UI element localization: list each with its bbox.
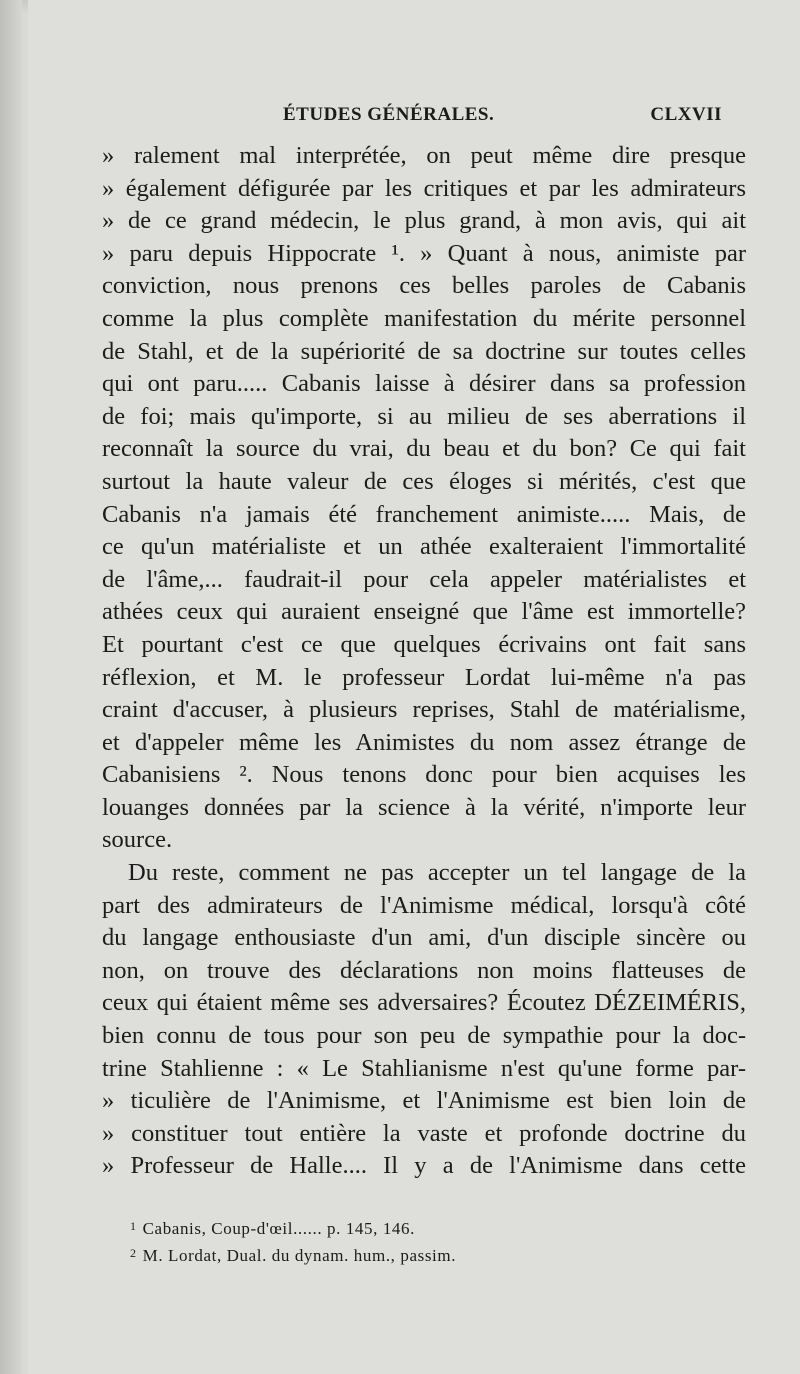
footnote bbox=[130, 1241, 730, 1268]
text-line: surtout la haute valeur de ces éloges si mérités, c'est que bbox=[102, 467, 746, 495]
text-line: source. bbox=[102, 826, 173, 854]
book-page bbox=[28, 0, 800, 1374]
text-line: part des admirateurs de l'Animisme médical, lorsqu'à côté bbox=[102, 891, 746, 919]
text-line: du langage enthousiaste d'un ami, d'un disciple sincère ou bbox=[102, 924, 746, 952]
page-number: CLXVII bbox=[650, 104, 722, 125]
text-line: » ticulière de l'Animisme, et l'Animisme est bien loin de bbox=[102, 1087, 746, 1115]
text-line: ce qu'un matérialiste et un athée exalteraient l'immortalité bbox=[102, 533, 746, 561]
page-header bbox=[28, 104, 800, 134]
text-line: Et pourtant c'est ce que quelques écrivains ont fait sans bbox=[102, 630, 746, 658]
text-line: » de ce grand médecin, le plus grand, à mon avis, qui ait bbox=[102, 207, 746, 235]
text-line: de foi; mais qu'importe, si au milieu de ses aberrations il bbox=[102, 402, 746, 430]
text-line: » également défigurée par les critiques et par les admirateurs bbox=[102, 174, 746, 202]
text-line: bien connu de tous pour son peu de sympathie pour la doc- bbox=[102, 1022, 746, 1050]
text-line: » paru depuis Hippocrate ¹. » Quant à nous, animiste par bbox=[102, 239, 746, 267]
body-text bbox=[102, 140, 746, 1183]
text-line: Cabanisiens ². Nous tenons donc pour bien acquises les bbox=[102, 761, 746, 789]
scan-edge-left bbox=[0, 0, 22, 1374]
text-line: conviction, nous prenons ces belles paroles de Cabanis bbox=[102, 272, 746, 300]
running-title: ÉTUDES GÉNÉRALES. bbox=[283, 104, 495, 125]
text-line: » ralement mal interprétée, on peut même dire presque bbox=[102, 142, 746, 169]
text-line: craint d'accuser, à plusieurs reprises, Stahl de matérialisme, bbox=[102, 696, 746, 724]
text-line: Cabanis n'a jamais été franchement animiste..... Mais, de bbox=[102, 500, 746, 528]
text-line: trine Stahlienne : « Le Stahlianisme n'est qu'une forme par- bbox=[102, 1054, 746, 1082]
text-line: et d'appeler même les Animistes du nom assez étrange de bbox=[102, 728, 746, 756]
text-line: ceux qui étaient même ses adversaires? Écoutez DÉZEIMÉRIS, bbox=[102, 989, 746, 1017]
text-line: de l'âme,... faudrait-il pour cela appeler matérialistes et bbox=[102, 565, 746, 593]
text-line: reconnaît la source du vrai, du beau et du bon? Ce qui fait bbox=[102, 435, 746, 463]
footnotes bbox=[130, 1214, 730, 1268]
footnote-mark: 1 bbox=[130, 1219, 137, 1233]
text-line: qui ont paru..... Cabanis laisse à désirer dans sa profession bbox=[102, 370, 746, 398]
text-line: réflexion, et M. le professeur Lordat lui-même n'a pas bbox=[102, 663, 746, 691]
footnote-text: Cabanis, Coup-d'œil...... p. 145, 146. bbox=[142, 1219, 415, 1238]
footnote-text: M. Lordat, Dual. du dynam. hum., passim. bbox=[142, 1246, 457, 1265]
text-line: » Professeur de Halle.... Il y a de l'Animisme dans cette bbox=[102, 1152, 746, 1180]
text-line: Du reste, comment ne pas accepter un tel langage de la bbox=[128, 859, 746, 887]
text-line: » constituer tout entière la vaste et profonde doctrine du bbox=[102, 1119, 746, 1147]
text-line: athées ceux qui auraient enseigné que l'âme est immortelle? bbox=[102, 598, 746, 626]
footnote bbox=[130, 1214, 730, 1241]
footnote-mark: 2 bbox=[130, 1246, 137, 1260]
text-line: louanges données par la science à la vérité, n'importe leur bbox=[102, 793, 746, 821]
text-line: non, on trouve des déclarations non moins flatteuses de bbox=[102, 956, 746, 984]
text-line: comme la plus complète manifestation du mérite personnel bbox=[102, 304, 746, 332]
text-line: de Stahl, et de la supériorité de sa doctrine sur toutes celles bbox=[102, 337, 746, 365]
